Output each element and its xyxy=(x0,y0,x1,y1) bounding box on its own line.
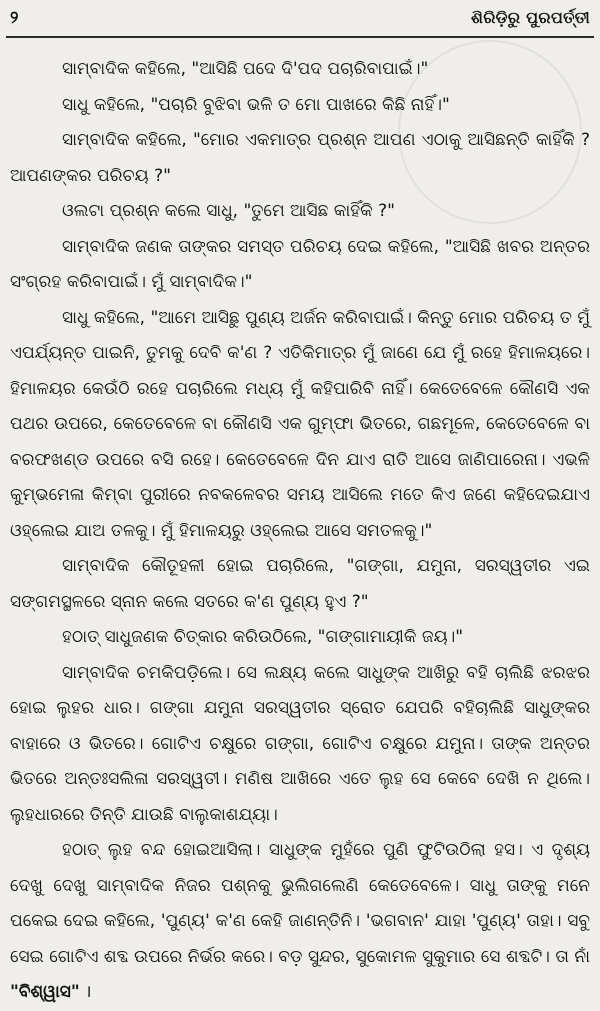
paragraph: ସାଧୁ କହିଲେ, "ଆମେ ଆସିଛୁ ପୁଣ୍ୟ ଅର୍ଜନ କରିବାପାଇଁ। କିନ୍ତୁ ମୋର ପରିଚୟ ତ ମୁଁ ଏପର୍ଯ୍ୟନ୍ତ ପାଇନି, ତୁମକୁ ଦେବି କ'ଣ ? ଏତିକିମାତ୍ର ମୁଁ ଜାଣେ ଯେ ମୁଁ ରହେ ହିମାଳୟରେ। ହିମାଳୟର କେଉଁଠି ରହେ ପଚାରିଲେ ମଧ୍ୟ ମୁଁ କହିପାରିବି ନାହିଁ। କେତେବେଳେ କୌଣସି ଏକ ପଥର ଉପରେ, କେତେବେଳେ ବା କୌଣସି ଏକ ଗୁମ୍ଫା ଭିତରେ, ଗଛମୂଳେ, କେତେବେଳେ ବା ବରଫଖଣ୍ଡ ଉପରେ ବସି ରହେ। କେତେବେଳେ ଦିନ ଯାଏ ରାତି ଆସେ ଜାଣିପାରେନା। ଏଭଳି କୁମ୍ଭମେଳା କିମ୍ବା ପୁରୀରେ ନବକଳେବର ସମୟ ଆସିଲେ ମତେ କିଏ ଜଣେ କହିଦେଇଯାଏ ଓହ୍ଲେଇ ଯାଅ ତଳକୁ। ମୁଁ ହିମାଳୟରୁ ଓହ୍ଲେଇ ଆସେ ସମତଳକୁ।" xyxy=(10,307,590,541)
body-text xyxy=(10,52,590,1011)
page-number: ୨ xyxy=(10,8,19,28)
paragraph: ସାମ୍ବାଦିକ କୌତୂହଳୀ ହୋଇ ପଚାରିଲେ, "ଗଙ୍ଗା, ଯମୁନା, ସରସ୍ୱତୀର ଏଇ ସଙ୍ଗମସ୍ଥଳରେ ସ୍ନାନ କଲେ ସତରେ କ'ଣ ପୁଣ୍ୟ ହୁଏ ?" xyxy=(10,556,590,612)
paragraph: ଓଲଟା ପ୍ରଶ୍ନ କଲେ ସାଧୁ, "ତୁମେ ଆସିଛ କାହିଁକି ?" xyxy=(62,201,395,221)
paragraph: ସାମ୍ବାଦିକ ଜଣକ ତାଙ୍କର ସମସ୍ତ ପରିଚୟ ଦେଇ କହିଲେ, "ଆସିଛି ଖବର ଅନ୍ତର ସଂଗ୍ରହ କରିବାପାଇଁ। ମୁଁ ସାମ୍ବାଦିକ।" xyxy=(10,236,590,292)
running-title: ଶିରିଡ଼ିରୁ ପୁରପର୍ତ୍ତୀ xyxy=(471,8,590,27)
paragraph-text: ହଠାତ୍ ଲୁହ ବନ୍ଦ ହୋଇଆସିଲା। ସାଧୁଙ୍କ ମୁହଁରେ ପୁଣି ଫୁଟିଉଠିଲା ହସ। ଏ ଦୃଶ୍ୟ ଦେଖୁ ଦେଖୁ ସାମ୍ବାଦିକ ନିଜର ପଶ୍ନକୁ ଭୁଲିଗଲେଣି କେତେବେଳେ। ସାଧୁ ତାଙ୍କୁ ମନେ ପକେଇ ଦେଇ କହିଲେ, 'ପୁଣ୍ୟ' କ'ଣ କେହି ଜାଣନ୍ତିନି। 'ଭଗବାନ' ଯାହା 'ପୁଣ୍ୟ' ତାହା। ସବୁ ସେଇ ଗୋଟିଏ ଶବ୍ଦ ଉପରେ ନିର୍ଭର କରେ। ବଡ଼ ସୁନ୍ଦର, ସୁକୋମଳ ସୁକୁମାର ସେ ଶବ୍ଦଟି। ତା ନାଁ xyxy=(10,840,590,967)
emphasis-word: "ବିଶ୍ୱାସ" xyxy=(10,982,80,1002)
paragraph-end: । xyxy=(79,982,92,1002)
paragraph: ସାମ୍ବାଦିକ ଚମକିପଡ଼ିଲେ। ସେ ଲକ୍ଷ୍ୟ କଲେ ସାଧୁଙ୍କ ଆଖିରୁ ବହି ଚାଲିଛି ଝରଝର ହୋଇ ଲୁହର ଧାର। ଗଙ୍ଗା ଯମୁନା ସରସ୍ୱତୀର ସ୍ରୋତ ଯେପରି ବହିଚାଲିଛି ସାଧୁଙ୍କର ବାହାରେ ଓ ଭିତରେ। ଗୋଟିଏ ଚକ୍ଷୁରେ ଗଙ୍ଗା, ଗୋଟିଏ ଚକ୍ଷୁରେ ଯମୁନା। ତାଙ୍କ ଅନ୍ତର ଭିତରେ ଅନ୍ତଃସଲିଳା ସରସ୍ୱତୀ। ମଣିଷ ଆଖିରେ ଏତେ ଲୁହ ସେ କେବେ ଦେଖି ନ ଥିଲେ। ଲୁହଧାରରେ ତିନ୍ତି ଯାଉଛି ବାଲୁକାଶଯ୍ୟା। xyxy=(10,662,590,825)
paragraph: ସାମ୍ବାଦିକ କହିଲେ, "ଆସିଛି ପଦେ ଦି'ପଦ ପଚାରିବାପାଇଁ।" xyxy=(62,59,429,79)
header-rule xyxy=(6,36,594,38)
page-header xyxy=(0,0,600,34)
paragraph: ହଠାତ୍ ସାଧୁଜଣକ ଚିତ୍କାର କରିଉଠିଲେ, "ଗଙ୍ଗାମାୟୀକି ଜୟ।" xyxy=(62,627,464,647)
paragraph: ସାମ୍ବାଦିକ କହିଲେ, "ମୋର ଏକମାତ୍ର ପ୍ରଶ୍ନ ଆପଣ ଏଠାକୁ ଆସିଛନ୍ତି କାହିଁକି ? ଆପଣଙ୍କର ପରିଚୟ ?" xyxy=(10,130,590,186)
paragraph: ସାଧୁ କହିଲେ, "ପଚାରି ବୁଝିବା ଭଳି ତ ମୋ ପାଖରେ କିଛି ନାହିଁ।" xyxy=(62,94,450,115)
paragraph-last xyxy=(10,833,590,1011)
